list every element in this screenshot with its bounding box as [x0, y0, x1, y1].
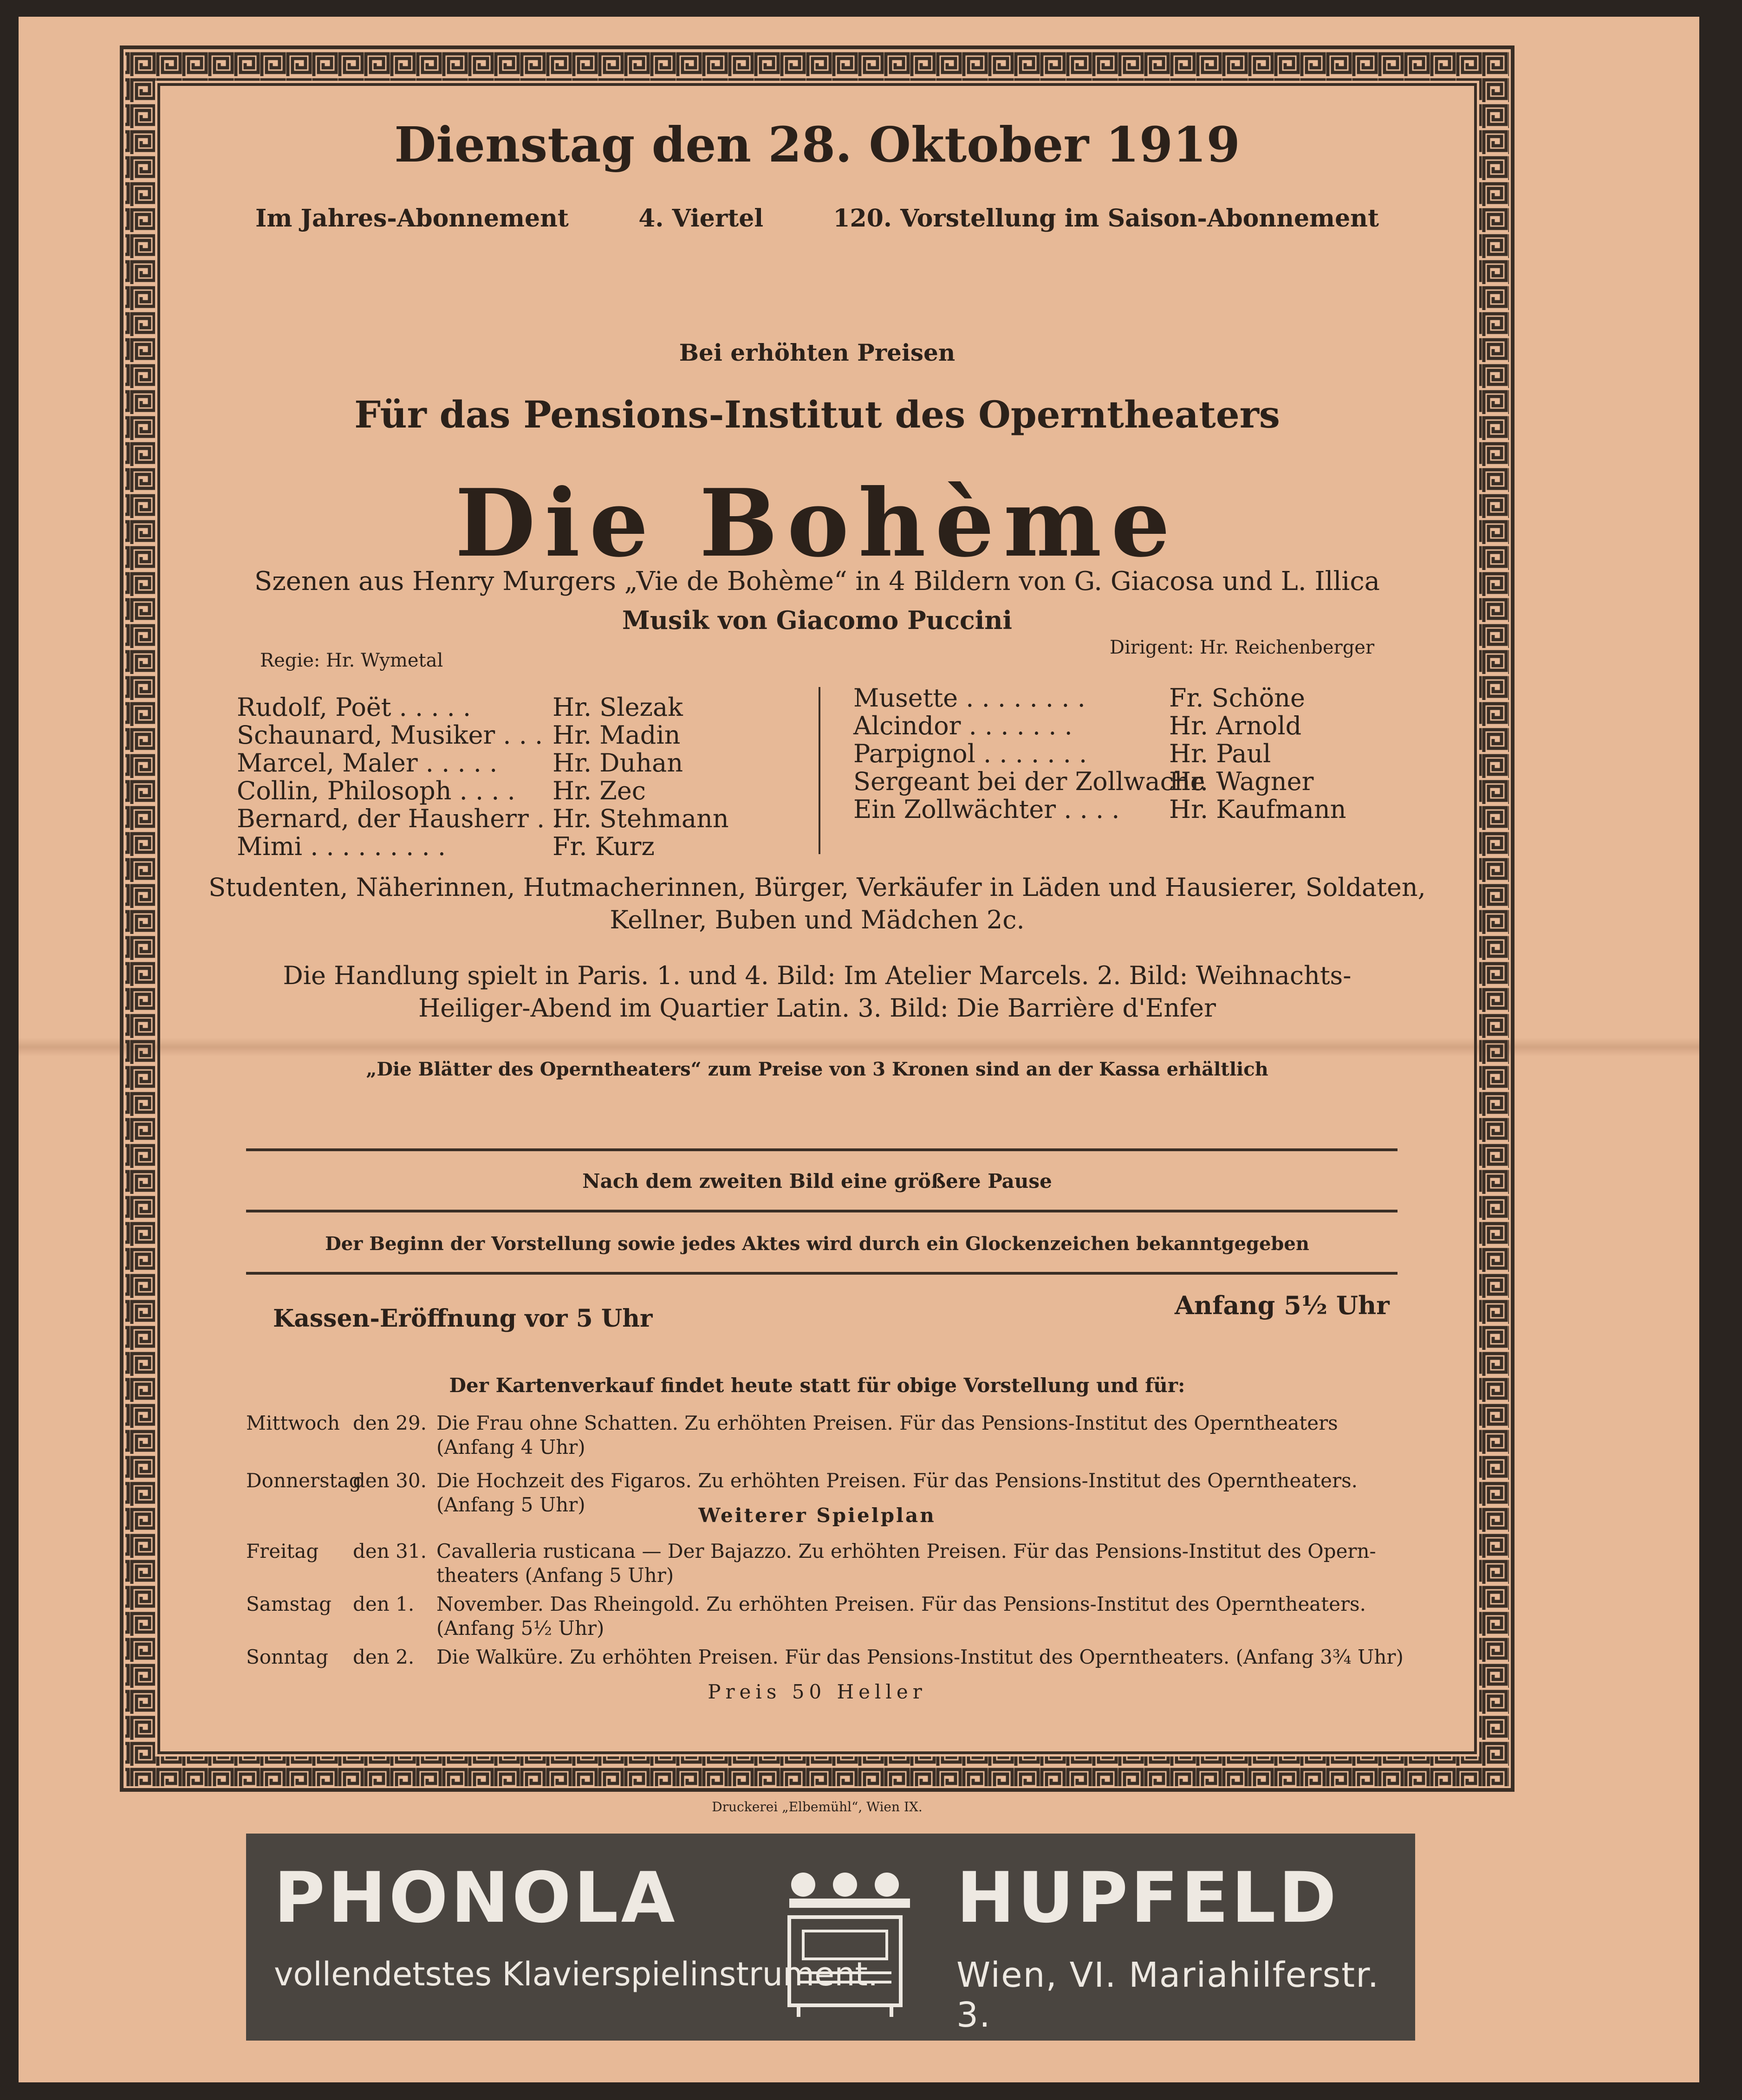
- schedule-day: Mittwoch: [246, 1412, 340, 1434]
- pause-note: Nach dem zweiten Bild eine größere Pause: [582, 1170, 1052, 1193]
- schedule-detail: Die Walküre. Zu erhöhten Preisen. Für das Pensions-Institut des Operntheaters. (Anfang 3¾ Uhr): [436, 1646, 1404, 1668]
- role: Parpignol . . . . . . .: [853, 739, 1087, 768]
- actor: Hr. Duhan: [552, 748, 683, 778]
- cast-row: [853, 712, 1346, 740]
- advance-sale-heading: Der Kartenverkauf findet heute statt für obige Vorstellung und für:: [449, 1374, 1185, 1397]
- subscription-season: 120. Vorstellung im Saison-Abonnement: [833, 204, 1379, 233]
- price-line: Preis 50 Heller: [708, 1680, 927, 1703]
- schedule-entry: [246, 1592, 1404, 1640]
- actor: Hr. Kaufmann: [1169, 795, 1346, 824]
- schedule-detail: Cavalleria rusticana — Der Bajazzo. Zu erhöhten Preisen. Für das Pensions-Institut des Opern- theaters (Anfang 5 Uhr): [436, 1540, 1376, 1587]
- actor: Hr. Madin: [552, 720, 681, 750]
- divider-line: [246, 1148, 1398, 1151]
- schedule-entry: [246, 1539, 1404, 1588]
- ad-tagline: vollendetstes Klavierspielinstrument.: [274, 1955, 878, 1993]
- role: Ein Zollwächter . . . .: [853, 795, 1120, 824]
- cast-list-right: [853, 684, 1346, 823]
- cast-row: [853, 796, 1346, 823]
- schedule-day: Samstag: [246, 1593, 332, 1615]
- cast-row: [237, 694, 729, 721]
- schedule-detail: Die Frau ohne Schatten. Zu erhöhten Preisen. Für das Pensions-Institut des Operntheaters (Anfang 4 Uhr): [436, 1412, 1338, 1458]
- role: Mimi . . . . . . . . .: [237, 832, 446, 861]
- actor: Hr. Stehmann: [552, 804, 729, 833]
- cast-row: [237, 777, 729, 805]
- composer-line: Musik von Giacomo Puccini: [622, 605, 1012, 635]
- piano-illustration-icon: [771, 1866, 919, 2019]
- schedule-entry: [246, 1411, 1358, 1459]
- ad-brand: PHONOLA: [274, 1858, 678, 1938]
- opera-description: Szenen aus Henry Murgers „Vie de Bohème“ in 4 Bildern von G. Giacosa und L. Illica: [254, 566, 1380, 596]
- actor: Hr. Slezak: [552, 693, 683, 722]
- cast-row: [237, 805, 729, 833]
- benefit-line: Für das Pensions-Institut des Operntheaters: [354, 393, 1280, 436]
- role: Collin, Philosoph . . . .: [237, 776, 515, 805]
- setting-line-2: Heiliger-Abend im Quartier Latin. 3. Bild: Die Barrière d'Enfer: [418, 993, 1216, 1023]
- further-program-heading: Weiterer Spielplan: [698, 1504, 936, 1527]
- price-note: Bei erhöhten Preisen: [679, 339, 956, 366]
- cast-divider: [819, 687, 820, 854]
- actor: Hr. Wagner: [1169, 767, 1314, 796]
- ad-maker: HUPFELD: [956, 1858, 1339, 1938]
- cast-row: [853, 684, 1346, 712]
- schedule-date: den 31.: [353, 1540, 427, 1562]
- subscription-annual: Im Jahres-Abonnement: [255, 204, 569, 233]
- bell-note: Der Beginn der Vorstellung sowie jedes Aktes wird durch ein Glockenzeichen bekanntgegeben: [325, 1233, 1309, 1255]
- actor: Fr. Schöne: [1169, 683, 1305, 713]
- start-time: Anfang 5½ Uhr: [1175, 1290, 1390, 1320]
- schedule-entry: [246, 1645, 1404, 1669]
- box-office-time: Kassen-Eröffnung vor 5 Uhr: [273, 1304, 653, 1333]
- cast-row: [853, 740, 1346, 768]
- cast-row: [237, 721, 729, 749]
- schedule-detail: Die Hochzeit des Figaros. Zu erhöhten Preisen. Für das Pensions-Institut des Operntheaters. (Anfang 5 Uhr): [436, 1469, 1358, 1516]
- divider-line: [246, 1272, 1398, 1275]
- cast-row: [237, 833, 729, 861]
- performance-date: Dienstag den 28. Oktober 1919: [394, 116, 1240, 173]
- printer-credit: Druckerei „Elbemühl“, Wien IX.: [712, 1799, 923, 1815]
- schedule-date: den 1.: [353, 1593, 415, 1615]
- role: Marcel, Maler . . . . .: [237, 748, 498, 778]
- schedule-date: den 30.: [353, 1469, 427, 1492]
- role: Bernard, der Hausherr . .: [237, 804, 561, 833]
- role: Schaunard, Musiker . . .: [237, 720, 543, 750]
- schedule-date: den 2.: [353, 1646, 415, 1668]
- hupfeld-advertisement: [246, 1834, 1415, 2041]
- actor: Hr. Arnold: [1169, 711, 1302, 740]
- role: Sergeant bei der Zollwache: [853, 767, 1205, 796]
- schedule-detail: November. Das Rheingold. Zu erhöhten Preisen. Für das Pensions-Institut des Operntheaters. (Anfang 5½ Uhr): [436, 1593, 1366, 1640]
- ensemble-line-1: Studenten, Näherinnen, Hutmacherinnen, Bürger, Verkäufer in Läden und Hausierer, Soldaten,: [208, 873, 1426, 902]
- director-credit: Regie: Hr. Wymetal: [260, 650, 443, 671]
- advance-sale-list: [246, 1411, 1358, 1517]
- role: Rudolf, Poët . . . . .: [237, 693, 471, 722]
- actor: Hr. Paul: [1169, 739, 1271, 768]
- cast-row: [853, 768, 1346, 796]
- ad-address: Wien, VI. Mariahilferstr. 3.: [956, 1955, 1380, 2035]
- schedule-date: den 29.: [353, 1412, 427, 1434]
- divider-line: [246, 1210, 1398, 1212]
- role: Musette . . . . . . . .: [853, 683, 1086, 713]
- schedule-day: Donnerstag: [246, 1469, 362, 1492]
- schedule-day: Freitag: [246, 1540, 319, 1562]
- ensemble-line-2: Kellner, Buben und Mädchen 2c.: [610, 905, 1025, 934]
- actor: Fr. Kurz: [552, 832, 655, 861]
- cast-row: [237, 749, 729, 777]
- program-note: „Die Blätter des Operntheaters“ zum Preise von 3 Kronen sind an der Kassa erhältlich: [366, 1058, 1268, 1080]
- subscription-quarter: 4. Viertel: [638, 204, 764, 233]
- role: Alcindor . . . . . . .: [853, 711, 1072, 740]
- conductor-credit: Dirigent: Hr. Reichenberger: [1110, 637, 1375, 658]
- cast-list-left: [237, 694, 729, 861]
- actor: Hr. Zec: [552, 776, 646, 805]
- opera-title: Die Bohème: [455, 469, 1180, 578]
- schedule-day: Sonntag: [246, 1646, 328, 1668]
- further-program-list: [246, 1539, 1404, 1669]
- setting-line-1: Die Handlung spielt in Paris. 1. und 4. Bild: Im Atelier Marcels. 2. Bild: Weihnachts-: [283, 961, 1352, 990]
